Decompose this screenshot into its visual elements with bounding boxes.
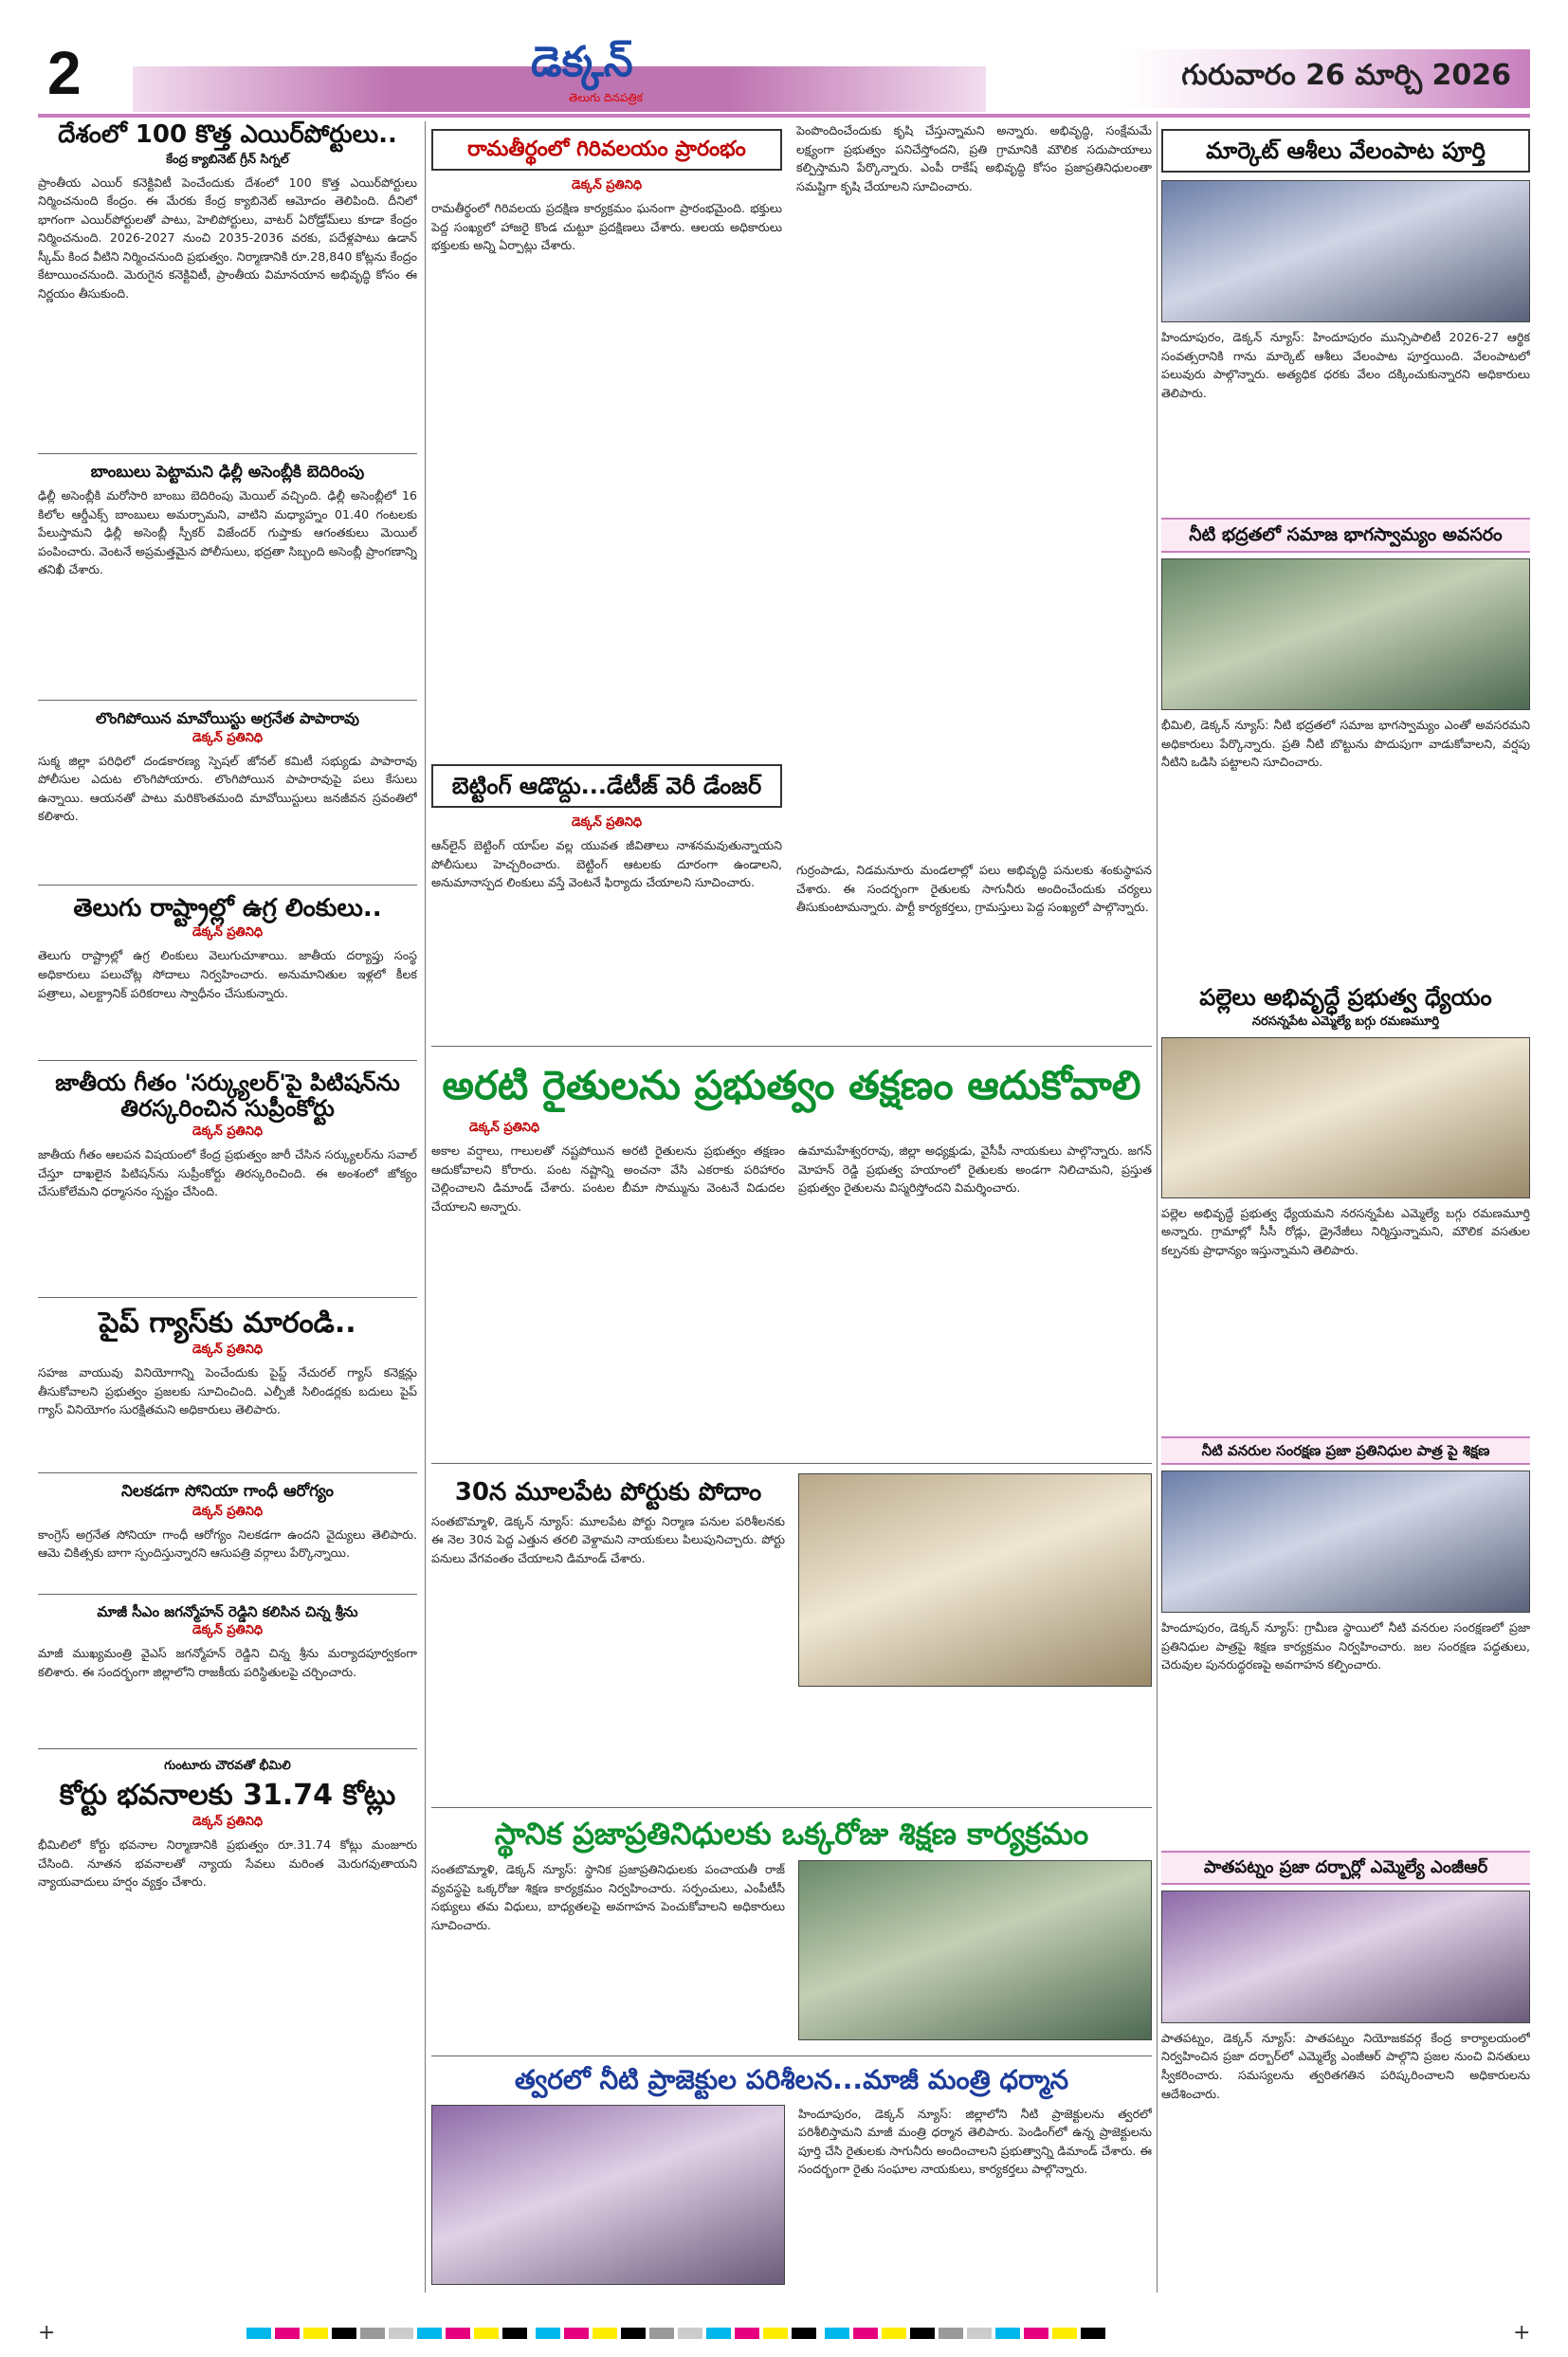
- headline: నిలకడగా సోనియా గాంధీ ఆరోగ్యం: [120, 1482, 335, 1502]
- registration-mark: +: [38, 2321, 56, 2345]
- headline: పైప్ గ్యాస్‌కు మారండి..: [99, 1306, 356, 1341]
- article-praja-darbar: [1161, 1851, 1530, 2190]
- article-delhi-threat: [38, 464, 417, 691]
- article-body: సహజ వాయువు వినియోగాన్ని పెంచేందుకు పైప్డ్ నేచురల్ గ్యాస్ కనెక్షన్లు తీసుకోవాలని ప్రభుత్వం ప్రజలకు సూచించింది. ఎల్పీజీ సిలిండర్లకు బదులు పైప్ గ్యాస్ వినియోగం సురక్షితమని అధికారులు తెలిపారు.: [38, 1365, 417, 1417]
- article-body: హిందూపురం, డెక్కన్ న్యూస్: హిందూపురం మున్సిపాలిటీ 2026-27 ఆర్థిక సంవత్సరానికి గాను మార్కెట్ ఆశీలు వేలంపాట పూర్తయింది. వేలంపాటలో పలువురు పాల్గొన్నారు. అత్యధిక ధరకు వేలం దక్కించుకున్నారని అధికారులు తెలిపారు.: [1161, 330, 1530, 400]
- masthead: [38, 38, 1530, 116]
- article-pipe-gas: [38, 1307, 417, 1463]
- subheadline: నరసన్నపేట ఎమ్మెల్యే బగ్గు రమణమూర్తి: [1251, 1014, 1440, 1029]
- divider: [38, 1594, 417, 1595]
- subheadline: కేంద్ర క్యాబినెట్ గ్రీన్ సిగ్నల్: [166, 152, 289, 167]
- headline: రామతీర్థంలో గిరివలయం ప్రారంభం: [431, 129, 782, 171]
- headline: దేశంలో 100 కొత్త ఎయిర్‌పోర్టులు..: [58, 120, 397, 149]
- headline: కోర్టు భవనాలకు 31.74 కోట్లు: [59, 1779, 396, 1813]
- article-village-dev: [1161, 985, 1530, 1435]
- headline: లొంగిపోయిన మావోయిస్టు అగ్రనేత పాపారావు: [96, 709, 359, 728]
- article-anthem: [38, 1070, 417, 1288]
- article-training: [431, 1798, 1152, 2040]
- article-body: భీమిలిలో కోర్టు భవనాల నిర్మాణానికి ప్రభుత్వం రూ.31.74 కోట్లు మంజూరు చేసింది. నూతన భవనాలతో న్యాయ సేవలు మరింత మెరుగవుతాయని న్యాయవాదులు హర్షం వ్యక్తం చేశారు.: [38, 1837, 417, 1890]
- article-moolapeta-port: [431, 1453, 1152, 1797]
- divider: [38, 1748, 417, 1749]
- article-body: గుర్రంపాడు, నిడమనూరు మండలాల్లో పలు అభివృద్ధి పనులకు శంకుస్థాపన చేశారు. ఈ సందర్భంగా రైతులకు సాగునీరు అందించేందుకు చర్యలు తీసుకుంటామన్నారు. పార్టీ కార్యకర్తలు, గ్రామస్తులు పెద్ద సంఖ్యలో పాల్గొన్నారు.: [796, 863, 1152, 915]
- headline: 30న మూలపేట పోర్టుకు పోదాం: [454, 1478, 762, 1507]
- article-body: మాజీ ముఖ్యమంత్రి వైఎస్ జగన్మోహన్ రెడ్డిని చిన్న శ్రీను మర్యాదపూర్వకంగా కలిశారు. ఈ సందర్భంగా జిల్లాలోని రాజకీయ పరిస్థితులపై చర్చించారు.: [38, 1646, 417, 1679]
- article-market-auction: [1161, 129, 1530, 518]
- training-photo: [798, 1860, 1152, 2040]
- issue-date: గురువారం 26 మార్చి 2026: [1181, 59, 1511, 92]
- headline: బెట్టింగ్ ఆడొద్దు...డేటీజ్ వెరీ డేంజర్: [431, 764, 782, 808]
- article-body: భీమిలి, డెక్కన్ న్యూస్: నీటి భద్రతలో సమాజ భాగస్వామ్యం ఎంతో అవసరమని అధికారులు పేర్కొన్నారు. ప్రతి నీటి బొట్టును పొదుపుగా వాడుకోవాలని, వర్షపు నీటిని ఒడిసి పట్టాలని సూచించారు.: [1161, 718, 1530, 770]
- article-body: హిందూపురం, డెక్కన్ న్యూస్: గ్రామీణ స్థాయిలో నీటి వనరుల సంరక్షణలో ప్రజా ప్రతినిధుల పాత్రపై శిక్షణ కార్యక్రమం నిర్వహించారు. జల సంరక్షణ పద్ధతులు, చెరువుల పునరుద్ధరణపై అవగాహన కల్పించారు.: [1161, 1620, 1530, 1672]
- article-terror-links: [38, 895, 417, 1051]
- article-body: రామతీర్థంలో గిరివలయ ప్రదక్షిణ కార్యక్రమం ఘనంగా ప్రారంభమైంది. భక్తులు పెద్ద సంఖ్యలో హాజరై కొండ చుట్టూ ప్రదక్షిణలు చేశారు. ఆలయ అధికారులు భక్తులకు అన్ని ఏర్పాట్లు చేశారు.: [431, 201, 782, 253]
- article-maoist: [38, 710, 417, 875]
- byline: డెక్కన్ ప్రతినిధి: [191, 1623, 264, 1638]
- article-body: ఢిల్లీ అసెంబ్లీకి మరోసారి బాంబు బెదిరింపు మెయిల్ వచ్చింది. ఢిల్లీ అసెంబ్లీలో 16 కిలోల ఆర్డీఎక్స్ బాంబులు అమర్చామని, వాటిని మధ్యాహ్నం 01.40 గంటలకు పేలుస్తామని ఢిల్లీ అసెంబ్లీ స్పీకర్ విజేందర్ గుప్తాకు ఆగంతకులు మెయిల్ పంపించారు. వెంటనే అప్రమత్తమైన పోలీసులు, భద్రతా సిబ్బంది అసెంబ్లీ ప్రాంగణాన్ని తనిఖీ చేశారు.: [38, 488, 417, 577]
- banner-headline: స్థానిక ప్రజాప్రతినిధులకు ఒక్కరోజు శిక్షణ కార్యక్రమం: [494, 1816, 1089, 1852]
- article-body: తెలుగు రాష్ట్రాల్లో ఉగ్ర లింకులు వెలుగుచూశాయి. జాతీయ దర్యాప్తు సంస్థ అధికారులు పలుచోట్ల సోదాలు నిర్వహించారు. అనుమానితుల ఇళ్లలో కీలక పత్రాలు, ఎలక్ట్రానిక్ పరికరాలు స్వాధీనం చేసుకున్నారు.: [38, 948, 417, 1000]
- divider: [431, 1046, 1152, 1047]
- byline: డెక్కన్ ప్రతినిధి: [191, 925, 264, 941]
- right-column: [1161, 121, 1530, 2190]
- article-body: అకాల వర్షాలు, గాలులతో నష్టపోయిన అరటి రైతులను ప్రభుత్వం తక్షణం ఆదుకోవాలని కోరారు. పంట నష్టాన్ని అంచనా వేసి ఎకరాకు పరిహారం చెల్లించాలని డిమాండ్ చేశారు. పంటల బీమా సొమ్మును వెంటనే విడుదల చేయాలని అన్నారు.: [431, 1143, 785, 1214]
- headline: మార్కెట్ ఆశీలు వేలంపాట పూర్తి: [1161, 129, 1530, 173]
- article-body: ఆన్‌లైన్ బెట్టింగ్ యాప్‌ల వల్ల యువత జీవితాలు నాశనమవుతున్నాయని పోలీసులు హెచ్చరించారు. బెట్టింగ్ ఆటలకు దూరంగా ఉండాలని, అనుమానాస్పద లింకులు వస్తే వెంటనే ఫిర్యాదు చేయాలని సూచించారు.: [431, 838, 782, 890]
- column-rule: [1157, 121, 1158, 2293]
- byline: డెక్కన్ ప్రతినిధి: [571, 815, 643, 831]
- divider: [431, 1463, 1152, 1464]
- byline: డెక్కన్ ప్రతినిధి: [191, 730, 264, 745]
- byline: డెక్కన్ ప్రతినిధి: [191, 1124, 264, 1140]
- article-body: ప్రాంతీయ ఎయిర్ కనెక్టివిటీ పెంచేందుకు దేశంలో 100 కొత్త ఎయిర్‌పోర్టులు నిర్మించనుంది కేంద్రం. ఈ మేరకు కేంద్ర క్యాబినెట్ ఆమోదం తెలిపింది. దీనిలో భాగంగా ఎయిర్‌పోర్టులతో పాటు, హెలిపోర్టులు, వాటర్ ఏరోడ్రోమ్‌లు కూడా కేంద్రం నిర్మించనుంది. 2026-2027 నుంచి 2035-2036 వరకు, పదేళ్లపాటు ఉడాన్ స్కీమ్ కింద వీటిని నిర్మించనుంది ప్రభుత్వం. నిర్మాణానికి రూ.28,840 కోట్లను కేంద్రం కేటాయించనుంది. మెరుగైన కనెక్టివిటీ, ప్రాంతీయ విమానయాన అభివృద్ధి కోసం ఈ నిర్ణయం తీసుకుంది.: [38, 174, 417, 301]
- article-body: సుక్మ‌ జిల్లా పరిధిలో దండకారణ్య స్పెషల్ జోనల్ కమిటీ సభ్యుడు పాపారావు పోలీసుల ఎదుట లొంగిపోయారు. లొంగిపోయిన పాపారావుపై పలు కేసులు ఉన్నాయి. ఆయనతో పాటు మరికొంతమంది మావోయిస్టులు జనజీవన స్రవంతిలో కలిశారు.: [38, 753, 417, 824]
- auction-photo: [1161, 180, 1530, 322]
- divider: [38, 1297, 417, 1298]
- kicker: గుంటూరు చౌరవతో భీమిలి: [164, 1759, 291, 1774]
- divider: [38, 885, 417, 886]
- article-body: జాతీయ గీతం ఆలపన విషయంలో కేంద్ర ప్రభుత్వం జారీ చేసిన సర్క్యులర్‌ను సవాల్ చేస్తూ దాఖలైన పిటిషన్‌ను సుప్రీంకోర్టు తిరస్కరించింది. ఈ అంశంలో జోక్యం చేసుకోలేమని ధర్మాసనం స్పష్టం చేసింది.: [38, 1147, 417, 1199]
- water-meeting-photo: [1161, 558, 1530, 710]
- left-column: [38, 121, 417, 1940]
- article-jagan-meet: [38, 1604, 417, 1740]
- article-body-cont: ఉమామహేశ్వరరావు, జిల్లా అధ్యక్షుడు, వైసీపీ నాయకులు పాల్గొన్నారు. జగన్ మోహన్ రెడ్డి ప్రభుత్వ హయాంలో రైతులకు అండగా నిలిచామని, ప్రస్తుత ప్రభుత్వం రైతులను విస్మరిస్తోందని విమర్శించారు.: [798, 1143, 1152, 1196]
- masthead-divider: [38, 114, 1530, 118]
- banner-headline: అరటి రైతులను ప్రభుత్వం తక్షణం ఆదుకోవాలి: [442, 1062, 1141, 1108]
- byline: డెక్కన్ ప్రతినిధి: [191, 1815, 264, 1830]
- divider: [38, 1472, 417, 1473]
- mla-speech-photo: [1161, 1037, 1530, 1198]
- port-meeting-photo: [798, 1473, 1152, 1687]
- byline: డెక్కన్ ప్రతినిధి: [191, 1343, 264, 1358]
- article-body: పెంపొందించేందుకు కృషి చేస్తున్నామని అన్నారు. అభివృద్ధి, సంక్షేమమే లక్ష్యంగా ప్రభుత్వం పనిచేస్తోందని, ప్రతి గ్రామానికి మౌలిక సదుపాయాలు కల్పిస్తామని పేర్కొన్నారు. ఎంపీ రాకేష్ అభివృద్ధి కోసం ప్రజాప్రతినిధులంతా సమష్టిగా కృషి చేయాలని సూచించారు.: [796, 123, 1152, 193]
- article-banana-farmers: [431, 1036, 1152, 1454]
- headline: నీటి వనరుల సంరక్షణ ప్రజా ప్రతినిధుల పాత్ర పై శిక్షణ: [1161, 1436, 1530, 1466]
- page-number: 2: [47, 39, 82, 107]
- article-body: సంతబొమ్మాళి, డెక్కన్ న్యూస్: స్థానిక ప్రజాప్రతినిధులకు పంచాయతీ రాజ్ వ్యవస్థపై ఒక్కరోజు శిక్షణ కార్యక్రమం నిర్వహించారు. సర్పంచులు, ఎంపీటీసీ సభ్యులు తమ విధులు, బాధ్యతలపై అవగాహన పెంచుకోవాలని అధికారులు సూచించారు.: [431, 1862, 785, 1932]
- article-ramateertham: [431, 121, 782, 758]
- article-water-projects: [431, 2046, 1152, 2357]
- newspaper-tagline: తెలుగు దినపత్రిక: [569, 91, 644, 104]
- article-water-security: [1161, 518, 1530, 981]
- article-sonia: [38, 1483, 417, 1584]
- darbar-photo: [1161, 1891, 1530, 2023]
- article-body: పాతపట్నం, డెక్కన్ న్యూస్: పాతపట్నం నియోజకవర్గ కేంద్ర కార్యాలయంలో నిర్వహించిన ప్రజా దర్బార్‌లో ఎమ్మెల్యే ఎంజీఆర్ పాల్గొని ప్రజల నుంచి వినతులు స్వీకరించారు. సమస్యలను త్వరితగతిన పరిష్కరించాలని అధికారులను ఆదేశించారు.: [1161, 2030, 1530, 2101]
- newspaper-logo: డెక్కన్: [531, 38, 633, 86]
- banner-headline: త్వరలో నీటి ప్రాజెక్టుల పరిశీలన...మాజీ మంత్రి ధర్మాన: [514, 2064, 1069, 2095]
- article-court-buildings: [38, 1759, 417, 1940]
- article-continuation-2: [796, 861, 1152, 1022]
- divider: [38, 700, 417, 701]
- article-body: సంతబొమ్మాళి, డెక్కన్ న్యూస్: మూలపేట పోర్టు నిర్మాణ పనుల పరిశీలనకు ఈ నెల 30న పెద్ద ఎత్తున తరలి వెళ్దామని నాయకులు పిలుపునిచ్చారు. పోర్టు పనులు వేగవంతం చేయాలని డిమాండ్ చేశారు.: [431, 1513, 785, 1565]
- headline: జాతీయ గీతం 'సర్క్యులర్'పై పిటిషన్‌ను తిరస్కరించిన సుప్రీంకోర్టు: [55, 1069, 400, 1122]
- headline: బాంబులు పెట్టామని ఢిల్లీ అసెంబ్లీకి బెదిరింపు: [90, 462, 365, 482]
- registration-mark: +: [1513, 2321, 1531, 2345]
- column-rule: [425, 121, 426, 2293]
- color-registration-bar: [246, 2325, 1384, 2338]
- article-water-conservation: [1161, 1436, 1530, 1852]
- headline: మాజీ సీఎం జగన్మోహన్ రెడ్డిని కలిసిన చిన్న శ్రీను: [97, 1602, 358, 1620]
- article-body: పల్లెల అభివృద్ధే ప్రభుత్వ ధ్యేయమని నరసన్నపేట ఎమ్మెల్యే బగ్గు రమణమూర్తి అన్నారు. గ్రామాల్లో సీసీ రోడ్లు, డ్రైనేజీలు నిర్మిస్తున్నామని, మౌలిక వసతుల కల్పనకు ప్రాధాన్యం ఇస్తున్నామని తెలిపారు.: [1161, 1205, 1530, 1257]
- headline: తెలుగు రాష్ట్రాల్లో ఉగ్ర లింకులు..: [73, 893, 382, 923]
- headline: నీటి భద్రతలో సమాజ భాగస్వామ్యం అవసరం: [1161, 518, 1530, 553]
- minister-photo: [431, 2105, 785, 2285]
- headline: పల్లెలు అభివృద్ధే ప్రభుత్వ ధ్యేయం: [1199, 984, 1492, 1012]
- divider: [431, 1807, 1152, 1808]
- byline: డెక్కన్ ప్రతినిధి: [469, 1121, 540, 1136]
- divider: [38, 1060, 417, 1061]
- byline: డెక్కన్ ప్రతినిధి: [571, 178, 643, 193]
- article-betting: [431, 757, 782, 1073]
- headline: పాతపట్నం ప్రజా దర్బార్లో ఎమ్మెల్యే ఎంజీఆర్: [1161, 1851, 1530, 1885]
- article-body: హిందూపురం, డెక్కన్ న్యూస్: జిల్లాలోని నీటి ప్రాజెక్టులను త్వరలో పరిశీలిస్తామని మాజీ మంత్రి ధర్మాన తెలిపారు. పెండింగ్‌లో ఉన్న ప్రాజెక్టులను పూర్తి చేసి రైతులకు సాగునీరు అందించాలని ప్రభుత్వాన్ని డిమాండ్ చేశారు. ఈ సందర్భంగా రైతు సంఘాల నాయకులు, కార్యకర్తలు పాల్గొన్నారు.: [798, 2106, 1152, 2177]
- byline: డెక్కన్ ప్రతినిధి: [191, 1504, 264, 1519]
- article-body: కాంగ్రెస్ అగ్రనేత సోనియా గాంధీ ఆరోగ్యం నిలకడగా ఉందని వైద్యులు తెలిపారు. ఆమె చికిత్సకు బాగా స్పందిస్తున్నారని ఆసుపత్రి వర్గాలు పేర్కొన్నాయి.: [38, 1526, 417, 1561]
- conservation-photo: [1161, 1471, 1530, 1613]
- divider: [38, 453, 417, 454]
- article-airports: [38, 121, 417, 444]
- article-continuation: [796, 121, 1152, 842]
